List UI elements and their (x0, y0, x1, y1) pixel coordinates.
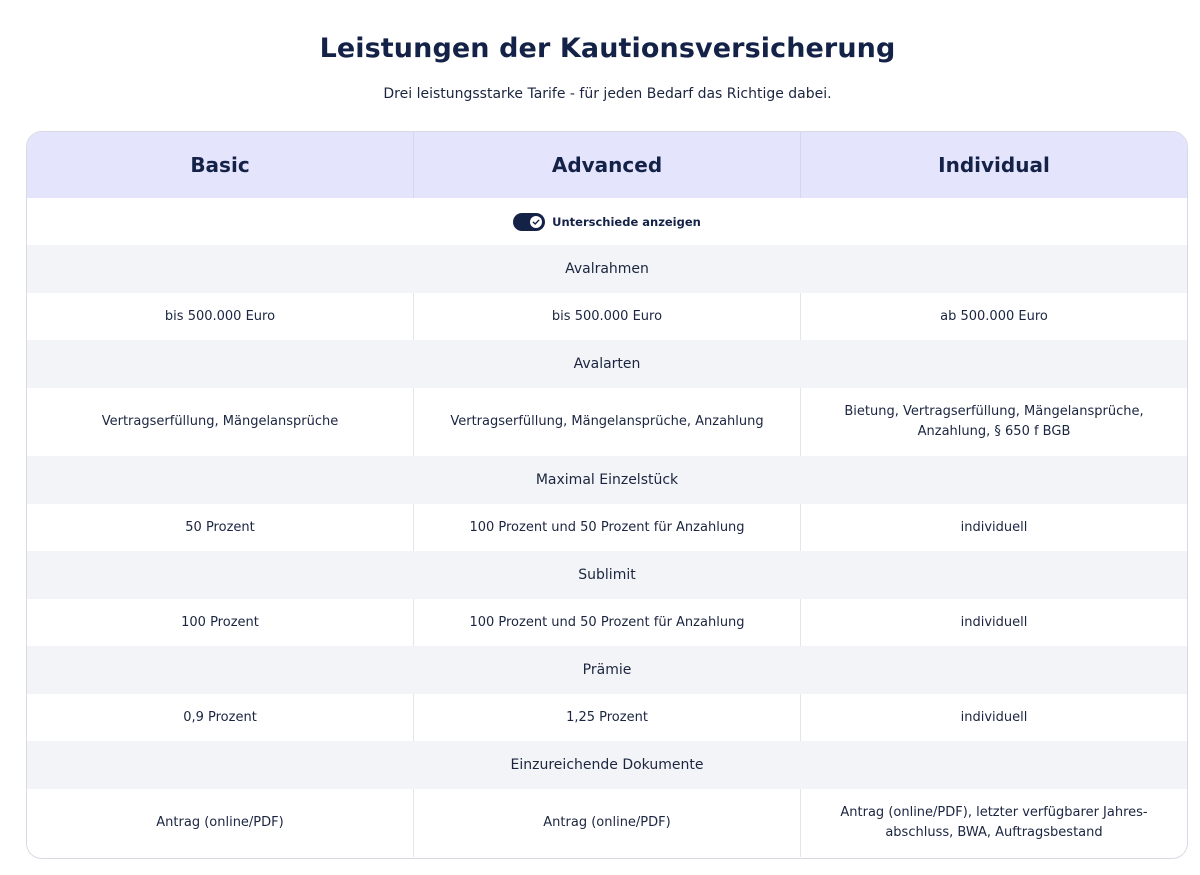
table-row (27, 388, 1187, 456)
cell-basic: 0,9 Prozent (27, 694, 414, 741)
toggle-knob (530, 216, 542, 228)
section-title-einzureichende-dokumente: Einzureichende Dokumente (27, 741, 1187, 789)
toggle-row (27, 198, 1187, 245)
cell-advanced: Vertragserfüllung, Mängelansprüche, Anzahlung (414, 388, 801, 456)
cell-basic: Antrag (online/PDF) (27, 789, 414, 857)
cell-basic: 100 Prozent (27, 599, 414, 646)
table-row (27, 504, 1187, 551)
show-differences-toggle[interactable] (513, 213, 701, 231)
section-title-praemie: Prämie (27, 646, 1187, 694)
cell-advanced: 100 Prozent und 50 Prozent für Anzahlung (414, 599, 801, 646)
comparison-table (26, 131, 1188, 859)
cell-individual: Bietung, Vertragserfüllung, Mängelansprüche, Anzahlung, § 650 f BGB (844, 404, 1144, 439)
cell-advanced: 1,25 Prozent (414, 694, 801, 741)
cell-basic: 50 Prozent (27, 504, 414, 551)
cell-individual: individuell (960, 519, 1028, 535)
section-title-avalrahmen: Avalrahmen (27, 245, 1187, 293)
cell-basic: bis 500.000 Euro (27, 293, 414, 340)
section-title-maximal-einzelstueck: Maximal Einzelstück (27, 456, 1187, 504)
page-subtitle: Drei leistungsstarke Tarife - für jeden Bedarf das Richtige dabei. (383, 86, 832, 102)
column-header-advanced: Advanced (414, 132, 801, 198)
section-title-avalarten: Avalarten (27, 340, 1187, 388)
cell-advanced: bis 500.000 Euro (414, 293, 801, 340)
table-row (27, 789, 1187, 857)
check-icon (532, 218, 540, 226)
table-row (27, 599, 1187, 646)
table-header-row (27, 132, 1187, 198)
column-header-basic: Basic (27, 132, 414, 198)
cell-individual: individuell (960, 614, 1028, 630)
column-header-individual: Individual (938, 153, 1050, 177)
table-row (27, 694, 1187, 741)
page-title: Leistungen der Kautionsversicherung (319, 33, 896, 64)
cell-individual: individuell (960, 709, 1028, 725)
cell-advanced: 100 Prozent und 50 Prozent für Anzahlung (414, 504, 801, 551)
toggle-switch[interactable] (513, 213, 545, 231)
toggle-label: Unterschiede anzeigen (552, 214, 701, 229)
cell-individual: Antrag (online/PDF), letzter verfügbarer Jahres-abschluss, BWA, Auftragsbestand (840, 805, 1148, 840)
cell-individual: ab 500.000 Euro (940, 308, 1048, 324)
cell-advanced: Antrag (online/PDF) (414, 789, 801, 857)
table-row (27, 293, 1187, 340)
cell-basic: Vertragserfüllung, Mängelansprüche (27, 388, 414, 456)
section-title-sublimit: Sublimit (27, 551, 1187, 599)
